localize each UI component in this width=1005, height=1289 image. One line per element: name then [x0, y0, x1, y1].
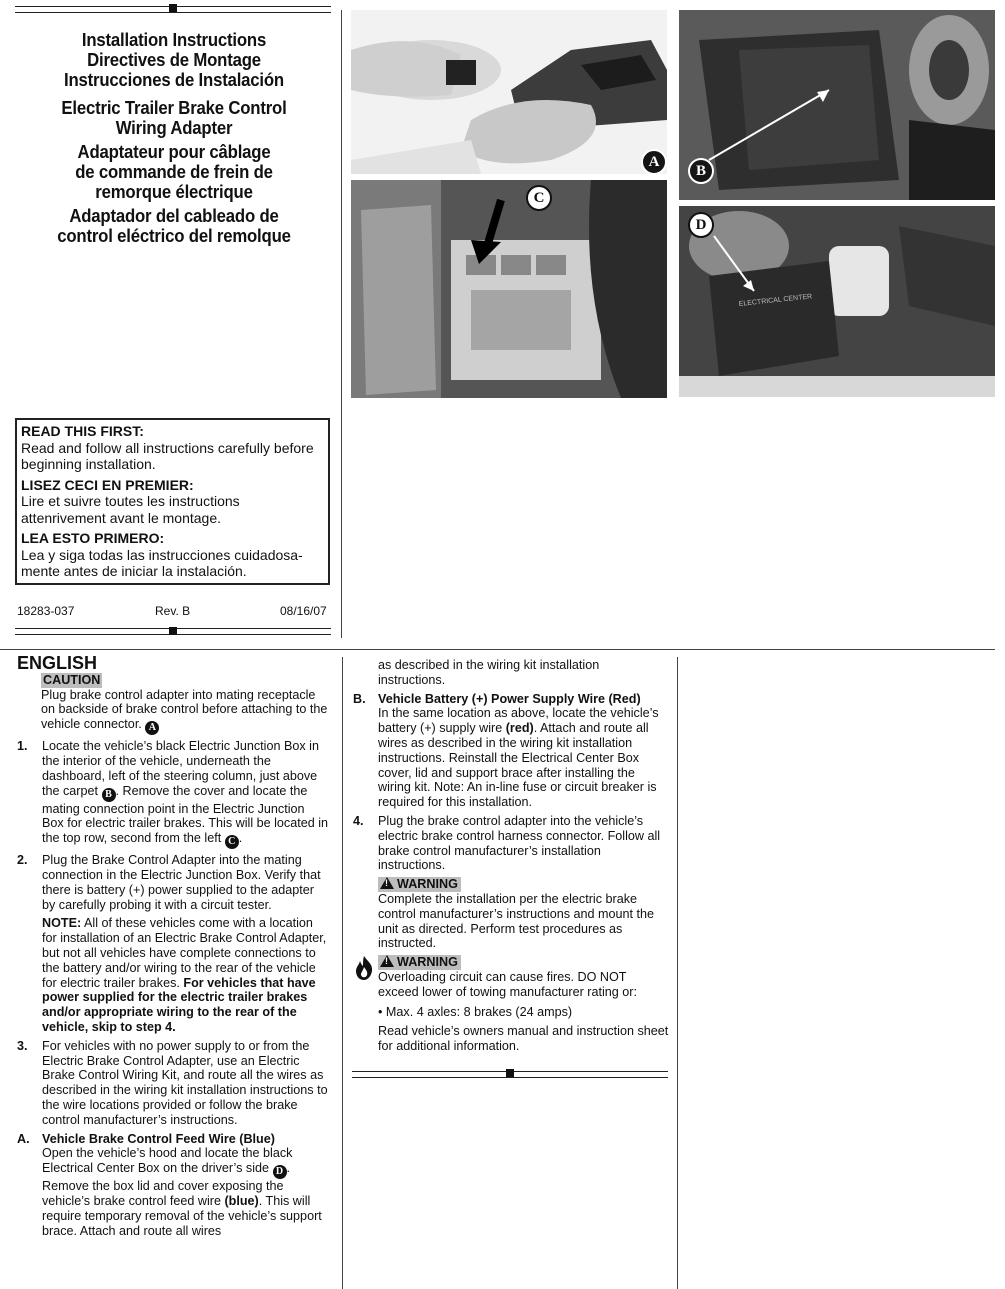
- final-note: Read vehicle’s owners manual and instruction sheet for additional information.: [378, 1024, 669, 1054]
- english-column-left: [17, 653, 329, 1242]
- step-3: [17, 1039, 329, 1128]
- step-a-text-b: . Remove the box lid and cover exposing the vehicle’s brake control feed wire: [42, 1161, 291, 1208]
- step-1-text-a: Locate the vehicle’s black Electric Junction Box in the interior of the vehicle, underneath the dashboard, left of the steering column, just above the carpet: [42, 739, 319, 798]
- photo-a: [351, 10, 667, 174]
- note-text: All of these vehicles come with a location for installation of an Electric Brake Control Adapter, but not all vehicles have complete connections to the battery and/or wiring to the rear of the vehicle for electric trailer brakes.: [42, 916, 327, 990]
- step-letter: A.: [17, 1131, 30, 1146]
- caution-text: Plug brake control adapter into mating receptacle on backside of brake control before attaching to the vehicle connector.: [41, 687, 328, 732]
- step-number: 4.: [353, 813, 364, 828]
- middle-end-rule-square: [506, 1069, 514, 1077]
- photo-a-badge: A: [641, 149, 667, 174]
- title-line: Adaptateur pour câblage: [77, 142, 271, 162]
- fire-icon: [353, 955, 375, 981]
- photo-d-badge: D: [688, 212, 714, 238]
- caution-label: CAUTION: [43, 672, 101, 687]
- photo-c-illustration: [351, 180, 667, 398]
- warning-2-text: Overloading circuit can cause fires. DO NOT exceed lower of towing manufacturer rating or:: [378, 969, 638, 999]
- read-first-heading-en: READ THIS FIRST:: [21, 423, 144, 439]
- ref-b-icon: B: [102, 788, 116, 802]
- column-divider-upper: [341, 10, 342, 638]
- photo-c: [351, 180, 667, 398]
- step-1-text-c: .: [238, 831, 243, 846]
- title-line: control eléctrico del remolque: [57, 226, 291, 246]
- step-a-title: Vehicle Brake Control Feed Wire (Blue): [42, 1131, 275, 1146]
- step-b-title: Vehicle Battery (+) Power Supply Wire (Red): [378, 691, 641, 706]
- step-b-text-b: . Attach and route all wires as described in the wiring kit installation instructions. Reinstall the Electrical Center Box cover, lid and support brace after installing the wiring kit. Note: An in-line fuse or circuit breaker is required for this installation.: [378, 721, 657, 810]
- step-a-text-a: Open the vehicle’s hood and locate the black Electrical Center Box on the driver’s side: [42, 1146, 293, 1176]
- photo-c-badge: C: [526, 185, 552, 211]
- column-divider-lower-right: [677, 657, 678, 1289]
- photo-b-badge: B: [688, 158, 714, 184]
- title-line: Installation Instructions: [81, 30, 267, 50]
- title-line: Adaptador del cableado de: [69, 206, 279, 226]
- title-line: remorque électrique: [95, 182, 253, 202]
- english-column-middle: [353, 658, 669, 1054]
- step-a-text-c: . This will require temporary removal of the vehicle’s support brace. Attach and route all wires: [42, 1193, 322, 1238]
- warning-triangle-icon: [380, 877, 394, 889]
- english-heading: ENGLISH: [17, 653, 98, 673]
- step-b-text-a: In the same location as above, locate the vehicle’s battery (+) supply wire: [378, 706, 659, 736]
- warning-1-text: Complete the installation per the electric brake control manufacturer’s instructions and mount the unit as directed. Perform test procedures as instructed.: [378, 891, 655, 951]
- read-first-box: [15, 418, 330, 585]
- upper-bottom-rule-square: [169, 627, 177, 635]
- ref-a-icon: A: [145, 721, 159, 735]
- read-first-heading-fr: LISEZ CECI EN PREMIER:: [21, 476, 194, 493]
- caution-block: [17, 673, 329, 735]
- title-line: Electric Trailer Brake Control: [61, 98, 287, 118]
- read-first-text-en: Read and follow all instructions carefully before beginning installation.: [21, 439, 314, 472]
- top-rule-square: [169, 4, 177, 12]
- step-a-blue: (blue): [224, 1193, 259, 1208]
- note-bold-text: For vehicles that have power supplied for the electric trailer brakes and/or appropriate wiring to the rear of the vehicle, skip to step 4.: [42, 975, 316, 1034]
- step-number: 2.: [17, 853, 28, 868]
- electrical-center-label: ELECTRICAL CENTER: [738, 293, 813, 308]
- ref-c-icon: C: [225, 835, 239, 849]
- warning-1-label: WARNING: [397, 877, 458, 892]
- read-first-text-es: Lea y siga todas las instrucciones cuidadosa-mente antes de iniciar la instalación.: [21, 546, 303, 579]
- warning-triangle-icon: [380, 955, 394, 967]
- step-a-continued: as described in the wiring kit installation instructions.: [378, 658, 600, 687]
- warning-2-bullet: • Max. 4 axles: 8 brakes (24 amps): [378, 1004, 573, 1019]
- document-date: 08/16/07: [280, 604, 327, 618]
- read-first-heading-es: LEA ESTO PRIMERO:: [21, 530, 165, 546]
- step-b: [353, 692, 669, 810]
- part-number: 18283-037: [17, 604, 75, 618]
- step-number: 3.: [17, 1038, 28, 1053]
- step-1: [17, 739, 329, 849]
- step-a: [17, 1132, 329, 1239]
- title-line: Wiring Adapter: [115, 118, 233, 138]
- step-b-red: (red): [505, 721, 534, 736]
- ref-d-icon: D: [273, 1165, 287, 1179]
- step-letter: B.: [353, 691, 366, 706]
- section-divider-line: [0, 649, 995, 650]
- photo-a-illustration: [351, 10, 667, 174]
- step-2-text: Plug the Brake Control Adapter into the mating connection in the Electric Junction Box. Verify that there is battery (+) power supplied to the adapter by carefully probing it with a circuit tester.: [42, 853, 321, 912]
- read-first-text-fr: Lire et suivre toutes les instructions attenrivement avant le montage.: [21, 493, 240, 526]
- note-label: NOTE:: [42, 916, 82, 931]
- photo-b-illustration: [679, 10, 995, 200]
- step-1-text-b: . Remove the cover and locate the mating connection point in the Electric Junction Box for electric trailer brakes. This will be located in the top row, second from the left: [42, 783, 329, 846]
- title-block: [16, 30, 332, 246]
- photo-b: [679, 10, 995, 200]
- warning-1: [353, 877, 669, 951]
- step-2: [17, 853, 329, 1035]
- step-3-text: For vehicles with no power supply to or from the Electric Brake Control Adapter, use an Electric Brake Control Wiring Kit, and route all the wires as described in the wiring kit installation instructions to the wire locations provided or follow the brake control manufacturer’s instructions.: [42, 1038, 328, 1127]
- title-line: de commande de frein de: [75, 162, 273, 182]
- step-4-text: Plug the brake control adapter into the vehicle’s electric brake control harness connector. Follow all brake control manufacturer’s installation instructions.: [378, 813, 661, 873]
- revision: Rev. B: [155, 604, 191, 618]
- column-divider-lower-left: [342, 657, 343, 1289]
- photo-d: [679, 206, 995, 397]
- warning-2: [353, 955, 669, 1054]
- title-line: Instrucciones de Instalación: [64, 70, 284, 90]
- photo-d-illustration: [679, 206, 995, 397]
- title-line: Directives de Montage: [87, 50, 261, 70]
- step-4: [353, 814, 669, 873]
- warning-2-label: WARNING: [397, 955, 458, 970]
- step-number: 1.: [17, 739, 28, 754]
